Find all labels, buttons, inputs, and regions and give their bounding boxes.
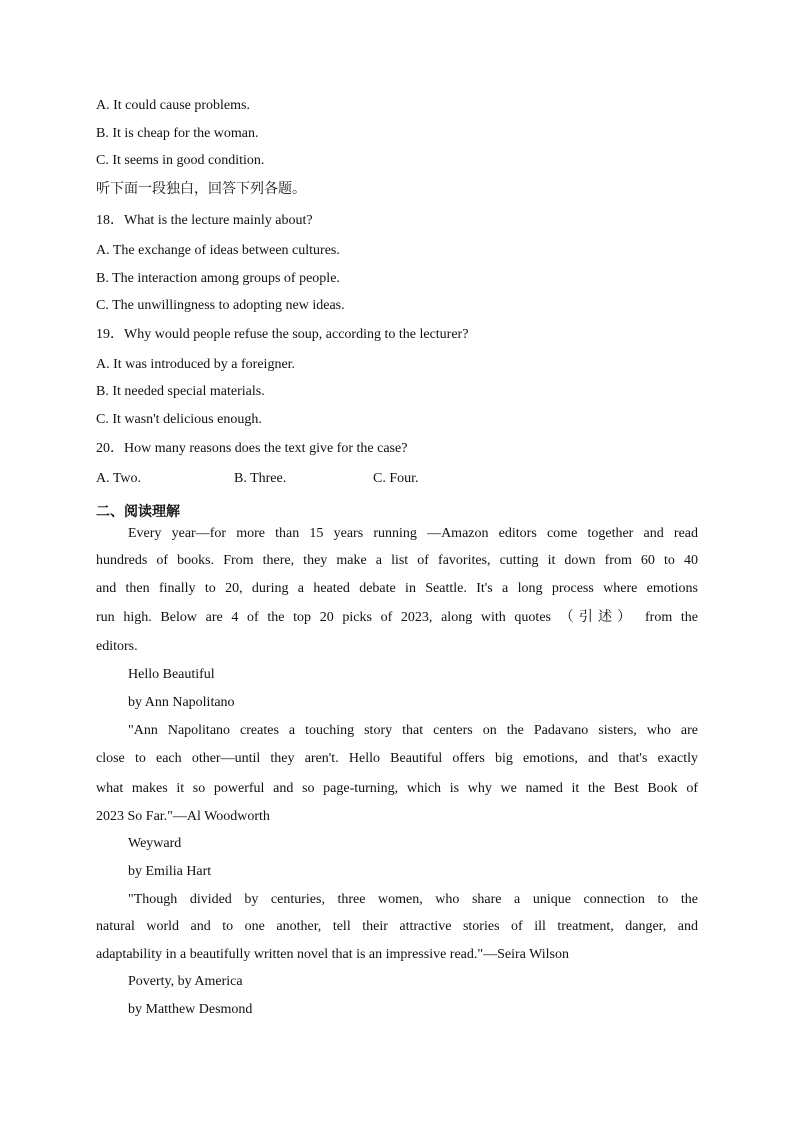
book-author: by Emilia Hart [128, 864, 212, 879]
q18-stem: 18．What is the lecture mainly about? [96, 213, 313, 228]
book-quote-line: close to each other—until they aren't. Hello Beautiful offers big emotions, and that's exactly [96, 751, 698, 766]
passage-intro-line: Every year—for more than 15 years running —Amazon editors come together and read [128, 526, 698, 541]
book-author: by Matthew Desmond [128, 1002, 253, 1017]
monologue-instruction: 听下面一段独白，回答下列各题。 [96, 181, 306, 197]
book-title: Weyward [128, 836, 182, 851]
section-heading: 二、阅读理解 [96, 504, 180, 520]
book-quote-line: natural world and to one another, tell their attractive stories of ill treatment, danger, and [96, 919, 698, 934]
q17-option-a: A. It could cause problems. [96, 98, 250, 113]
book-author: by Ann Napolitano [128, 695, 235, 710]
q20-option-b: B. Three. [234, 471, 287, 486]
q17-option-c: C. It seems in good condition. [96, 153, 265, 168]
q20-stem: 20．How many reasons does the text give for the case? [96, 441, 408, 456]
q17-option-b: B. It is cheap for the woman. [96, 126, 259, 141]
q20-option-a: A. Two. [96, 471, 142, 486]
passage-intro-line: and then finally to 20, during a heated debate in Seattle. It's a long process where emotions [96, 581, 698, 596]
book-quote-line: what makes it so powerful and so page-turning, which is why we named it the Best Book of [96, 781, 698, 796]
q19-option-b: B. It needed special materials. [96, 384, 265, 399]
book-quote-line: "Ann Napolitano creates a touching story that centers on the Padavano sisters, who are [128, 723, 698, 738]
passage-intro-line: hundreds of books. From there, they make a list of favorites, cutting it down from 60 to 40 [96, 553, 698, 568]
book-title: Poverty, by America [128, 974, 243, 989]
passage-intro-line: editors. [96, 639, 138, 654]
passage-intro-line: run high. Below are 4 of the top 20 picks of 2023, along with quotes （引述） from the [96, 610, 698, 625]
book-quote-line: adaptability in a beautifully written novel that is an impressive read."—Seira Wilson [96, 947, 569, 962]
q19-option-a: A. It was introduced by a foreigner. [96, 357, 296, 372]
book-title: Hello Beautiful [128, 667, 215, 682]
q18-option-a: A. The exchange of ideas between cultures. [96, 243, 340, 258]
q18-option-c: C. The unwillingness to adopting new ideas. [96, 298, 345, 313]
q19-stem: 19．Why would people refuse the soup, according to the lecturer? [96, 327, 469, 342]
book-quote-line: "Though divided by centuries, three women, who share a unique connection to the [128, 892, 698, 907]
q19-option-c: C. It wasn't delicious enough. [96, 412, 262, 427]
book-quote-line: 2023 So Far."—Al Woodworth [96, 809, 270, 824]
q18-option-b: B. The interaction among groups of people. [96, 271, 340, 286]
q20-option-c: C. Four. [373, 471, 419, 486]
